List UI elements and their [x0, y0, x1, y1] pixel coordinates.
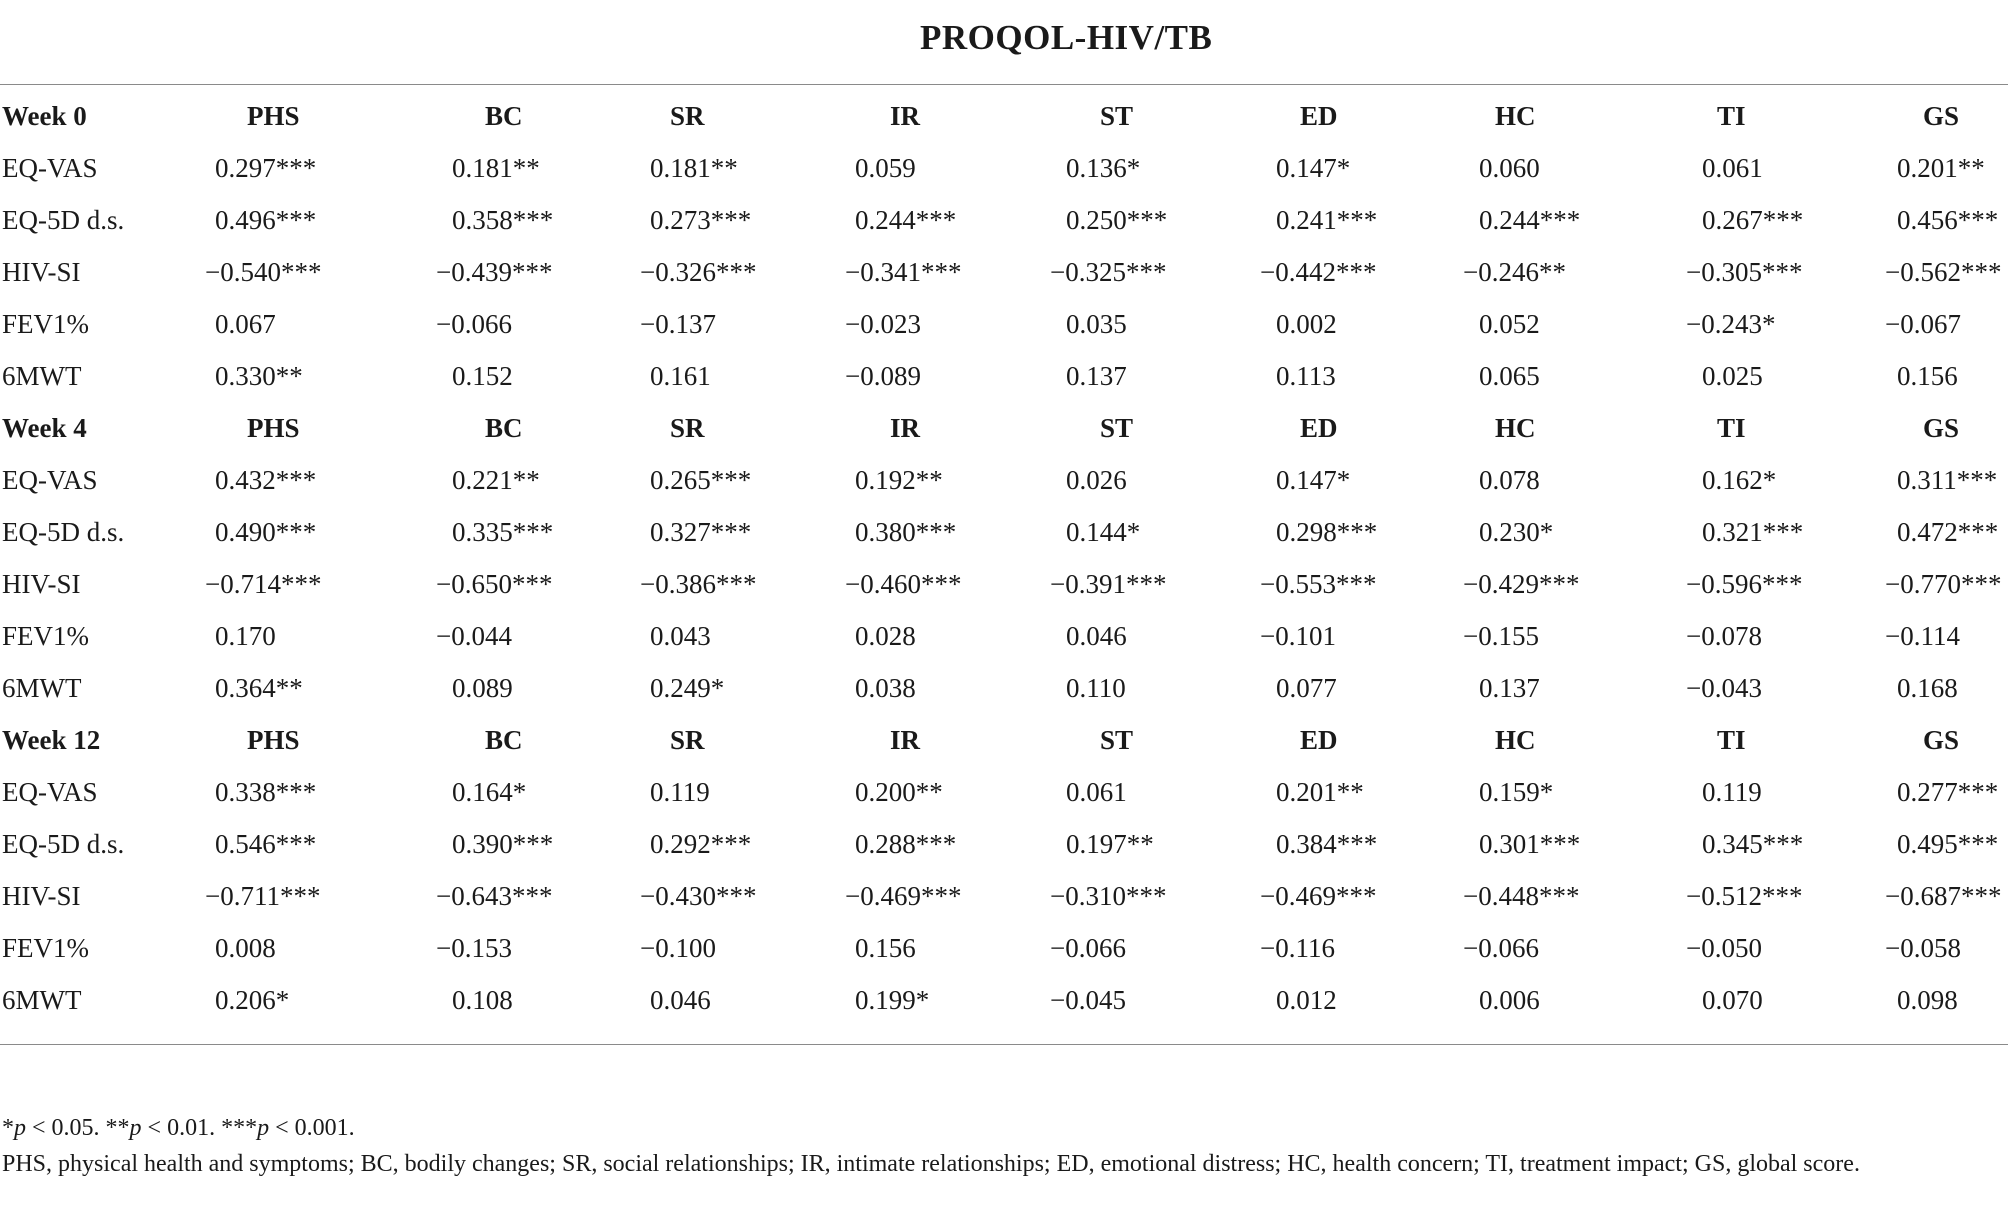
- table-cell: 0.181**: [650, 152, 738, 183]
- table-cell: 0.137: [1066, 360, 1127, 391]
- table-cell: 0.490***: [215, 516, 317, 547]
- row-label: FEV1%: [2, 308, 89, 339]
- table-cell: −0.305***: [1686, 256, 1803, 287]
- table-cell: −0.650***: [436, 568, 553, 599]
- table-row: [0, 142, 2008, 194]
- table-cell: 0.136*: [1066, 152, 1141, 183]
- correlation-table: [0, 90, 2008, 1026]
- table-cell: 0.221**: [452, 464, 540, 495]
- table-cell: 0.496***: [215, 204, 317, 235]
- table-cell: 0.119: [1702, 776, 1762, 807]
- table-cell: 0.078: [1479, 464, 1540, 495]
- table-cell: 0.181**: [452, 152, 540, 183]
- table-cell: −0.078: [1686, 620, 1762, 651]
- table-cell: 0.059: [855, 152, 916, 183]
- table-row: [0, 818, 2008, 870]
- table-cell: 0.113: [1276, 360, 1336, 391]
- table-cell: −0.066: [436, 308, 512, 339]
- table-cell: −0.310***: [1050, 880, 1167, 911]
- table-cell: −0.067: [1885, 308, 1961, 339]
- row-label: EQ-VAS: [2, 464, 98, 495]
- column-header: SR: [670, 100, 705, 131]
- column-header: IR: [890, 100, 921, 131]
- table-cell: −0.643***: [436, 880, 553, 911]
- table-cell: −0.562***: [1885, 256, 2002, 287]
- table-cell: 0.330**: [215, 360, 303, 391]
- table-row: [0, 454, 2008, 506]
- table-cell: 0.288***: [855, 828, 957, 859]
- table-cell: 0.200**: [855, 776, 943, 807]
- table-cell: 0.277***: [1897, 776, 1999, 807]
- section-label: Week 12: [2, 724, 101, 755]
- section-label: Week 4: [2, 412, 87, 443]
- column-header: PHS: [247, 412, 300, 443]
- table-cell: 0.006: [1479, 984, 1540, 1015]
- table-cell: 0.456***: [1897, 204, 1999, 235]
- table-super-header: PROQOL-HIV/TB: [920, 18, 1213, 57]
- table-cell: 0.301***: [1479, 828, 1581, 859]
- table-cell: 0.250***: [1066, 204, 1168, 235]
- table-cell: −0.596***: [1686, 568, 1803, 599]
- table-cell: −0.155: [1463, 620, 1539, 651]
- column-header: TI: [1717, 100, 1746, 131]
- row-label: 6MWT: [2, 672, 82, 703]
- table-cell: 0.012: [1276, 984, 1337, 1015]
- table-cell: 0.192**: [855, 464, 943, 495]
- table-cell: 0.043: [650, 620, 711, 651]
- sig-mark-2: **: [105, 1115, 130, 1141]
- top-rule: [0, 84, 2008, 85]
- table-cell: −0.469***: [845, 880, 962, 911]
- row-label: HIV-SI: [2, 568, 81, 599]
- column-header: SR: [670, 412, 705, 443]
- sig-p-2: p: [129, 1115, 142, 1141]
- significance-footnote: [2, 1110, 1992, 1146]
- table-cell: 0.147*: [1276, 152, 1351, 183]
- table-cell: −0.439***: [436, 256, 553, 287]
- table-cell: −0.714***: [205, 568, 322, 599]
- column-header: TI: [1717, 412, 1746, 443]
- table-cell: 0.321***: [1702, 516, 1804, 547]
- table-cell: 0.046: [650, 984, 711, 1015]
- column-header: PHS: [247, 724, 300, 755]
- table-cell: −0.429***: [1463, 568, 1580, 599]
- table-cell: 0.025: [1702, 360, 1763, 391]
- table-cell: 0.265***: [650, 464, 752, 495]
- table-row: [0, 922, 2008, 974]
- table-cell: −0.089: [845, 360, 921, 391]
- column-header: IR: [890, 724, 921, 755]
- column-header: PHS: [247, 100, 300, 131]
- table-cell: 0.390***: [452, 828, 554, 859]
- column-header: GS: [1923, 100, 1960, 131]
- table-cell: 0.273***: [650, 204, 752, 235]
- table-cell: −0.023: [845, 308, 921, 339]
- table-cell: −0.101: [1260, 620, 1336, 651]
- table-cell: 0.432***: [215, 464, 317, 495]
- table-cell: −0.153: [436, 932, 512, 963]
- column-header: TI: [1717, 724, 1746, 755]
- column-header: ST: [1100, 412, 1134, 443]
- table-cell: −0.066: [1050, 932, 1126, 963]
- table-cell: 0.384***: [1276, 828, 1378, 859]
- table-cell: 0.244***: [1479, 204, 1581, 235]
- column-header: ED: [1300, 412, 1338, 443]
- table-cell: 0.380***: [855, 516, 957, 547]
- table-cell: 0.108: [452, 984, 513, 1015]
- table-cell: −0.044: [436, 620, 512, 651]
- table-cell: 0.089: [452, 672, 513, 703]
- table-row: [0, 194, 2008, 246]
- table-cell: 0.060: [1479, 152, 1540, 183]
- table-cell: 0.267***: [1702, 204, 1804, 235]
- table-cell: 0.230*: [1479, 516, 1554, 547]
- table-cell: 0.061: [1702, 152, 1763, 183]
- table-cell: 0.098: [1897, 984, 1958, 1015]
- column-header: BC: [485, 100, 523, 131]
- table-cell: −0.043: [1686, 672, 1762, 703]
- table-cell: 0.546***: [215, 828, 317, 859]
- table-cell: 0.026: [1066, 464, 1127, 495]
- table-cell: 0.002: [1276, 308, 1337, 339]
- table-cell: 0.147*: [1276, 464, 1351, 495]
- table-cell: 0.201**: [1897, 152, 1985, 183]
- table-cell: 0.159*: [1479, 776, 1554, 807]
- table-cell: 0.297***: [215, 152, 317, 183]
- row-label: 6MWT: [2, 984, 82, 1015]
- table-cell: −0.512***: [1686, 880, 1803, 911]
- row-label: EQ-5D d.s.: [2, 204, 125, 235]
- row-label: HIV-SI: [2, 880, 81, 911]
- table-row: [0, 246, 2008, 298]
- table-cell: 0.335***: [452, 516, 554, 547]
- table-cell: 0.038: [855, 672, 916, 703]
- row-label: HIV-SI: [2, 256, 81, 287]
- section-label: Week 0: [2, 100, 87, 131]
- table-cell: 0.495***: [1897, 828, 1999, 859]
- table-cell: 0.028: [855, 620, 916, 651]
- sig-rest-3: < 0.001.: [269, 1115, 355, 1141]
- table-cell: −0.116: [1260, 932, 1335, 963]
- table-cell: −0.442***: [1260, 256, 1377, 287]
- table-cell: −0.770***: [1885, 568, 2002, 599]
- table-row: [0, 662, 2008, 714]
- column-header: ED: [1300, 100, 1338, 131]
- table-cell: 0.119: [650, 776, 710, 807]
- table-cell: 0.035: [1066, 308, 1127, 339]
- table-cell: −0.100: [640, 932, 716, 963]
- table-cell: 0.077: [1276, 672, 1337, 703]
- table-cell: 0.298***: [1276, 516, 1378, 547]
- table-cell: 0.008: [215, 932, 276, 963]
- table-cell: 0.052: [1479, 308, 1540, 339]
- table-super-header-wrap: [0, 0, 2008, 84]
- bottom-rule: [0, 1044, 2008, 1045]
- table-cell: −0.711***: [205, 880, 321, 911]
- table-cell: 0.137: [1479, 672, 1540, 703]
- table-row: [0, 298, 2008, 350]
- sig-p-3: p: [257, 1115, 270, 1141]
- table-row: [0, 974, 2008, 1026]
- table-cell: 0.201**: [1276, 776, 1364, 807]
- sig-mark-3: ***: [221, 1115, 258, 1141]
- table-row: [0, 870, 2008, 922]
- table-cell: −0.391***: [1050, 568, 1167, 599]
- table-cell: −0.326***: [640, 256, 757, 287]
- table-cell: 0.364**: [215, 672, 303, 703]
- table-cell: 0.110: [1066, 672, 1126, 703]
- table-cell: 0.164*: [452, 776, 527, 807]
- table-cell: 0.061: [1066, 776, 1127, 807]
- table-cell: 0.156: [1897, 360, 1958, 391]
- row-label: EQ-5D d.s.: [2, 516, 125, 547]
- table-footnotes: [2, 1110, 1992, 1182]
- table-cell: 0.345***: [1702, 828, 1804, 859]
- sig-p-1: p: [14, 1115, 26, 1141]
- row-label: EQ-5D d.s.: [2, 828, 125, 859]
- row-label: FEV1%: [2, 620, 89, 651]
- sig-rest-2: < 0.01.: [141, 1115, 222, 1141]
- table-cell: −0.540***: [205, 256, 322, 287]
- table-cell: 0.327***: [650, 516, 752, 547]
- table-cell: 0.338***: [215, 776, 317, 807]
- section-header-row: [0, 90, 2008, 142]
- column-header: SR: [670, 724, 705, 755]
- table-row: [0, 766, 2008, 818]
- table-cell: 0.161: [650, 360, 711, 391]
- table-cell: −0.325***: [1050, 256, 1167, 287]
- table-row: [0, 610, 2008, 662]
- table-cell: 0.472***: [1897, 516, 1999, 547]
- row-label: 6MWT: [2, 360, 82, 391]
- table-cell: −0.114: [1885, 620, 1960, 651]
- table-row: [0, 506, 2008, 558]
- table-cell: −0.243*: [1686, 308, 1776, 339]
- section-header-row: [0, 714, 2008, 766]
- table-cell: −0.460***: [845, 568, 962, 599]
- table-cell: 0.168: [1897, 672, 1958, 703]
- column-header: HC: [1495, 724, 1536, 755]
- column-header: IR: [890, 412, 921, 443]
- table-cell: 0.144*: [1066, 516, 1141, 547]
- table-cell: −0.341***: [845, 256, 962, 287]
- table-cell: −0.386***: [640, 568, 757, 599]
- table-cell: 0.244***: [855, 204, 957, 235]
- table-cell: −0.045: [1050, 984, 1126, 1015]
- abbreviations-footnote: PHS, physical health and symptoms; BC, bodily changes; SR, social relationships; IR, intimate relationships; ED, emotional distress; HC, health concern; TI, treatment impact; GS, global score.: [2, 1151, 1860, 1177]
- table-cell: 0.199*: [855, 984, 930, 1015]
- table-row: [0, 558, 2008, 610]
- table-cell: −0.469***: [1260, 880, 1377, 911]
- column-header: ST: [1100, 724, 1134, 755]
- table-cell: 0.152: [452, 360, 513, 391]
- table-cell: −0.050: [1686, 932, 1762, 963]
- column-header: BC: [485, 412, 523, 443]
- row-label: EQ-VAS: [2, 152, 98, 183]
- table-cell: −0.448***: [1463, 880, 1580, 911]
- table-cell: 0.206*: [215, 984, 290, 1015]
- table-cell: 0.156: [855, 932, 916, 963]
- table-cell: 0.065: [1479, 360, 1540, 391]
- row-label: EQ-VAS: [2, 776, 98, 807]
- table-cell: 0.241***: [1276, 204, 1378, 235]
- table-cell: 0.162*: [1702, 464, 1777, 495]
- table-cell: −0.553***: [1260, 568, 1377, 599]
- table-cell: −0.430***: [640, 880, 757, 911]
- column-header: BC: [485, 724, 523, 755]
- table-cell: 0.358***: [452, 204, 554, 235]
- column-header: ED: [1300, 724, 1338, 755]
- sig-mark-1: *: [2, 1115, 14, 1141]
- table-row: [0, 350, 2008, 402]
- table-cell: 0.292***: [650, 828, 752, 859]
- table-cell: 0.249*: [650, 672, 725, 703]
- table-cell: 0.311***: [1897, 464, 1998, 495]
- table-cell: −0.687***: [1885, 880, 2002, 911]
- table-cell: 0.170: [215, 620, 276, 651]
- table-cell: 0.046: [1066, 620, 1127, 651]
- table-cell: −0.246**: [1463, 256, 1566, 287]
- column-header: HC: [1495, 100, 1536, 131]
- sig-rest-1: < 0.05.: [26, 1115, 106, 1141]
- column-header: HC: [1495, 412, 1536, 443]
- column-header: GS: [1923, 724, 1960, 755]
- table-cell: −0.058: [1885, 932, 1961, 963]
- section-header-row: [0, 402, 2008, 454]
- column-header: GS: [1923, 412, 1960, 443]
- row-label: FEV1%: [2, 932, 89, 963]
- table-cell: −0.137: [640, 308, 716, 339]
- column-header: ST: [1100, 100, 1134, 131]
- table-cell: 0.197**: [1066, 828, 1154, 859]
- table-cell: 0.070: [1702, 984, 1763, 1015]
- table-cell: −0.066: [1463, 932, 1539, 963]
- table-cell: 0.067: [215, 308, 276, 339]
